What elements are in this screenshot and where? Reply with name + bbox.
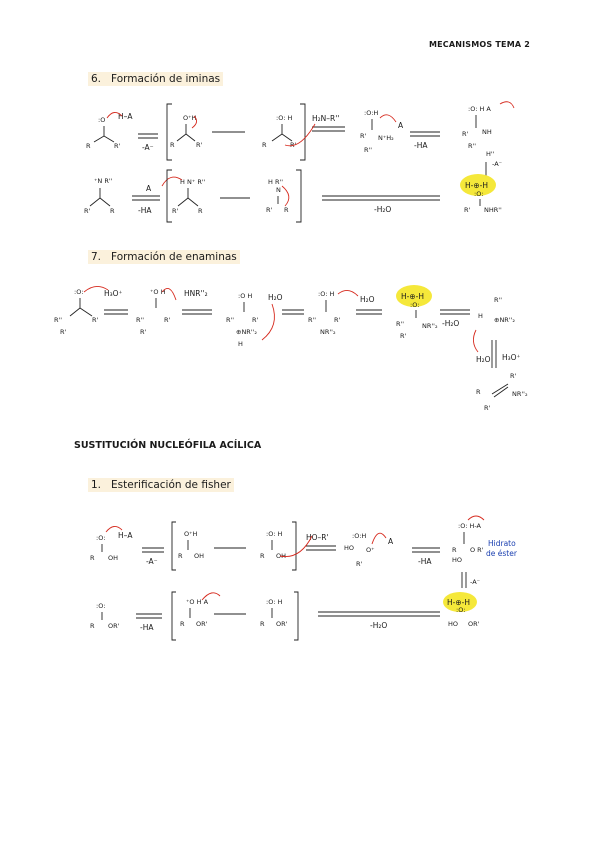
svg-text:H: H [238, 340, 243, 348]
heading-sustitucion: SUSTITUCIÓN NUCLEÓFILA ACÍLICA [74, 440, 262, 451]
fisher-scheme-row-1 [90, 516, 518, 588]
section-label: Formación de enaminas [111, 251, 237, 263]
svg-text:R': R' [356, 560, 363, 568]
svg-text:OR': OR' [468, 620, 480, 628]
svg-text::O:: :O: [410, 301, 420, 309]
svg-text:R': R' [464, 206, 471, 214]
svg-text:H-⊕-H: H-⊕-H [465, 181, 488, 190]
svg-text:R': R' [84, 207, 91, 215]
section-label: Formación de iminas [111, 73, 221, 85]
label-minus-A: -A⁻ [142, 143, 154, 152]
svg-text:R'': R'' [54, 316, 63, 324]
svg-text:R: R [198, 207, 203, 215]
svg-text:⁺O H A: ⁺O H A [186, 598, 209, 606]
svg-text:R': R' [400, 332, 407, 340]
label-H-A-2: H–A [118, 531, 133, 540]
enamine-scheme [54, 285, 528, 412]
section-number: 1. [91, 479, 102, 491]
svg-text:HO: HO [448, 620, 459, 628]
svg-text:H N⁺ R'': H N⁺ R'' [180, 178, 206, 186]
svg-text:A: A [146, 184, 152, 193]
svg-text:R: R [110, 207, 115, 215]
label-minus-H2O-3: -H₂O [370, 621, 388, 630]
svg-text:NH: NH [482, 128, 492, 136]
svg-text::O:: :O: [474, 190, 484, 198]
svg-text:O R': O R' [470, 546, 484, 554]
svg-text:R': R' [334, 316, 341, 324]
label-HNR2: HNR''₂ [184, 289, 208, 298]
svg-text:⊕NR''₂: ⊕NR''₂ [236, 328, 258, 336]
svg-text:H: H [478, 312, 483, 320]
svg-text:O⁺: O⁺ [366, 546, 375, 554]
svg-text:HO: HO [344, 544, 355, 552]
svg-text:NR''₂: NR''₂ [320, 328, 336, 336]
svg-text:A: A [398, 121, 404, 130]
svg-text:NHR'': NHR'' [484, 206, 502, 214]
svg-text:OH: OH [194, 552, 205, 560]
svg-text::O: H: :O: H [266, 598, 283, 606]
svg-text:R: R [260, 552, 265, 560]
svg-text:R': R' [196, 141, 203, 149]
section-number: 6. [91, 73, 102, 85]
svg-text:R: R [284, 206, 289, 214]
svg-text:HO: HO [452, 556, 463, 564]
svg-text:A: A [388, 537, 394, 546]
label-minus-HA-2: -HA [138, 206, 152, 215]
label-H3O: H₃O⁺ [104, 289, 123, 298]
svg-text:O⁺H: O⁺H [184, 530, 198, 538]
svg-text:OH: OH [276, 552, 287, 560]
label-minus-A-2: -A⁻ [146, 557, 158, 566]
svg-text:⁺O H: ⁺O H [150, 288, 166, 296]
label-H2O: H₂O [268, 293, 283, 302]
svg-text:R: R [86, 142, 91, 150]
svg-text:OR': OR' [196, 620, 208, 628]
svg-text:R': R' [92, 316, 99, 324]
svg-text:O⁺H: O⁺H [183, 114, 197, 122]
label-amine: H₂N–R'' [312, 114, 340, 123]
svg-text:H'': H'' [486, 150, 495, 158]
svg-text:N⁺H₂: N⁺H₂ [378, 134, 394, 142]
svg-text:R: R [260, 620, 265, 628]
svg-text:R: R [90, 554, 95, 562]
svg-text:R': R' [252, 316, 259, 324]
svg-text::O: H A: :O: H A [468, 105, 491, 113]
svg-text:R': R' [172, 207, 179, 215]
svg-text::O:: :O: [96, 534, 106, 542]
svg-text:R'': R'' [308, 316, 317, 324]
imine-scheme-row-1 [86, 102, 514, 178]
label-H2O-3: H₂O [476, 355, 491, 364]
section-number: 7. [91, 251, 102, 263]
label-minus-HA-4: -HA [140, 623, 154, 632]
svg-text:H-⊕-H: H-⊕-H [447, 598, 470, 607]
label-H-A: H–A [118, 112, 133, 121]
svg-text:R': R' [140, 328, 147, 336]
svg-text:R'': R'' [396, 320, 405, 328]
label-hidrato: Hidrato [488, 539, 516, 548]
svg-text::O:: :O: [96, 602, 106, 610]
svg-text:⊕NR''₂: ⊕NR''₂ [494, 316, 516, 324]
svg-text:R: R [90, 622, 95, 630]
svg-text:R: R [476, 388, 481, 396]
svg-text::O:H: :O:H [352, 532, 367, 540]
svg-text:R: R [452, 546, 457, 554]
svg-text::O H: :O H [238, 292, 253, 300]
svg-text:OR': OR' [108, 622, 120, 630]
svg-text::O: H: :O: H [318, 290, 335, 298]
svg-text:R: R [178, 552, 183, 560]
svg-text:R'': R'' [494, 296, 503, 304]
svg-text:⁺N R'': ⁺N R'' [94, 177, 113, 185]
label-H3O-2: H₃O⁺ [502, 353, 521, 362]
svg-text:N: N [276, 186, 281, 194]
svg-text::O: :O [98, 116, 106, 124]
svg-text::O:: :O: [456, 606, 466, 614]
svg-text:R'': R'' [364, 146, 373, 154]
svg-text:R': R' [360, 132, 367, 140]
svg-text:OR': OR' [276, 620, 288, 628]
label-de-ester: de éster [486, 549, 517, 558]
section-label: Esterificación de fisher [111, 479, 231, 491]
svg-text:R: R [262, 141, 267, 149]
label-H2O-2: H₂O [360, 295, 375, 304]
label-HO-R: HO–R' [306, 533, 329, 542]
svg-text:H R'': H R'' [268, 178, 284, 186]
svg-text:NR''₂: NR''₂ [422, 322, 438, 330]
svg-text::O:: :O: [74, 288, 84, 296]
svg-text:R': R' [484, 404, 491, 412]
svg-text:R'': R'' [136, 316, 145, 324]
svg-text:R'': R'' [468, 142, 477, 150]
label-minus-H2O-2: -H₂O [442, 319, 460, 328]
svg-text::O: H: :O: H [266, 530, 283, 538]
imine-scheme-row-2 [84, 170, 502, 222]
svg-text:-A⁻: -A⁻ [470, 578, 481, 586]
label-minus-HA-3: -HA [418, 557, 432, 566]
fisher-scheme-row-2 [90, 592, 480, 640]
svg-text::O: H: :O: H [276, 114, 293, 122]
svg-text:R': R' [510, 372, 517, 380]
svg-text:-A⁻: -A⁻ [492, 160, 503, 168]
svg-text:NR''₂: NR''₂ [512, 390, 528, 398]
label-minus-H2O: -H₂O [374, 205, 392, 214]
svg-text:R: R [170, 141, 175, 149]
label-minus-HA: -HA [414, 141, 428, 150]
svg-text:R: R [180, 620, 185, 628]
svg-text::O: H-A: :O: H-A [458, 522, 481, 530]
svg-text:H-⊕-H: H-⊕-H [401, 292, 424, 301]
document-header: MECANISMOS TEMA 2 [428, 40, 530, 49]
svg-text:R': R' [266, 206, 273, 214]
svg-text:R': R' [462, 130, 469, 138]
svg-text:R': R' [60, 328, 67, 336]
svg-text:R': R' [290, 141, 297, 149]
svg-text:R': R' [114, 142, 121, 150]
svg-text::O:H: :O:H [364, 109, 379, 117]
svg-text:R'': R'' [226, 316, 235, 324]
svg-text:OH: OH [108, 554, 119, 562]
svg-text:R': R' [164, 316, 171, 324]
